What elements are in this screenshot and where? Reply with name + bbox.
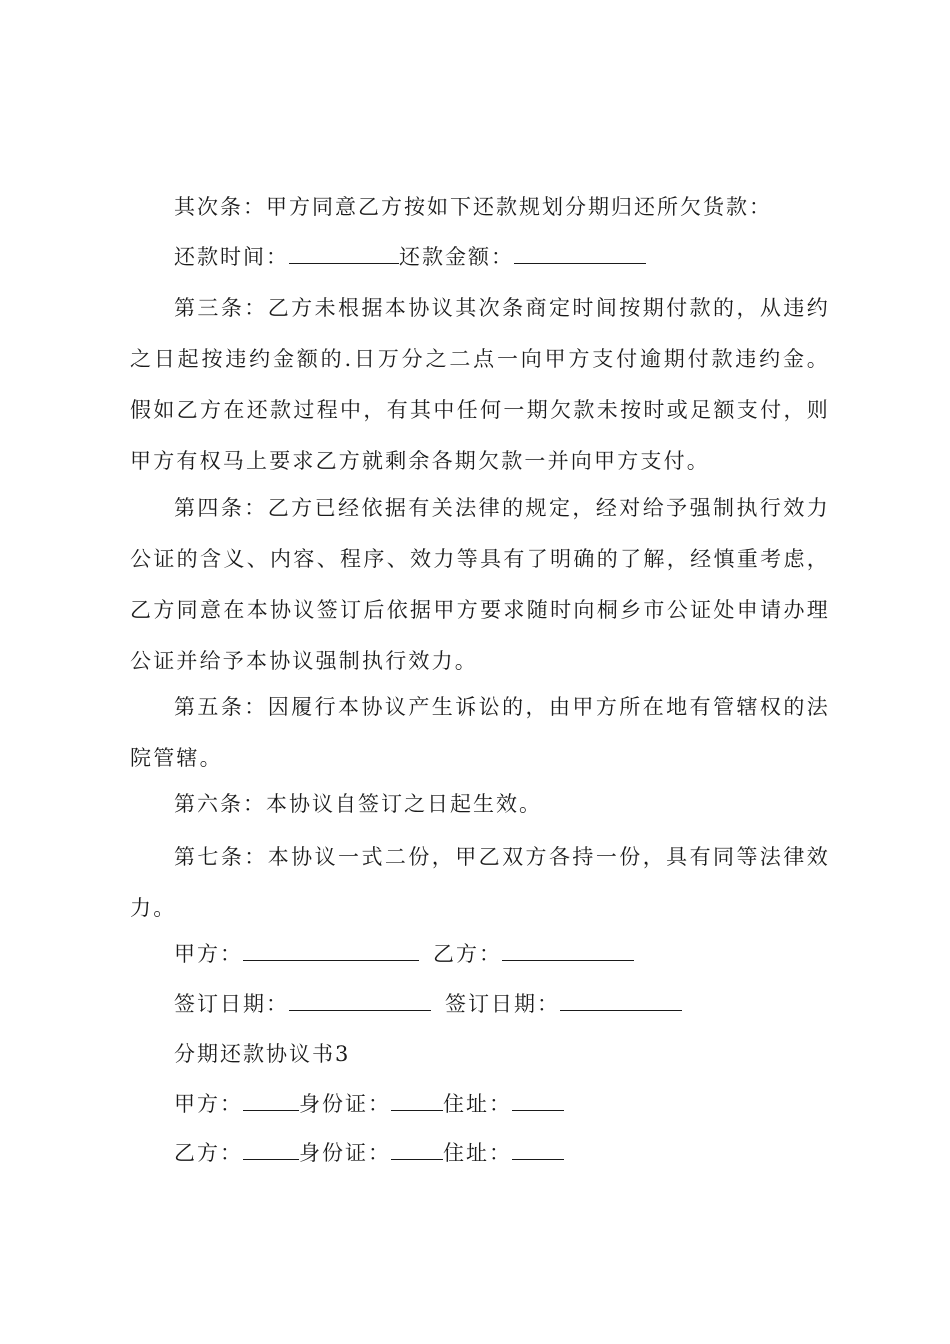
party-b-date-label: 签订日期： [445,992,560,1016]
party-a-signature-blank [243,942,419,961]
next-party-a-label: 甲方： [174,1092,243,1116]
next-party-b-address-blank [512,1141,564,1160]
next-party-b-label: 乙方： [174,1141,243,1165]
party-b-signature-label: 乙方： [433,942,502,966]
article-7: 第七条：本协议一式二份，甲乙双方各持一份，具有同等法律效力。 [130,845,830,920]
party-a-date-blank [289,992,431,1011]
next-party-a-address-blank [512,1092,564,1111]
repay-amount-label: 还款金额： [399,245,514,269]
article-6: 第六条：本协议自签订之日起生效。 [174,792,542,816]
party-b-signature-blank [502,942,634,961]
article-2: 其次条：甲方同意乙方按如下还款规划分期归还所欠货款： [174,195,772,219]
party-b-date-blank [560,992,682,1011]
article-4: 第四条：乙方已经依据有关法律的规定，经对给予强制执行效力公证的含义、内容、程序、效力等具有了明确的了解，经慎重考虑，乙方同意在本协议签订后依据甲方要求随时向桐乡市公证处申请办理公证并给予本协议强制执行效力。 [130,496,830,673]
next-party-a-address-label: 住址： [443,1092,512,1116]
next-party-a-line [174,1092,564,1116]
party-a-date-label: 签订日期： [174,992,289,1016]
next-party-a-id-label: 身份证： [299,1092,391,1116]
repay-amount-blank [514,245,646,264]
next-party-b-id-label: 身份证： [299,1141,391,1165]
party-a-signature-label: 甲方： [174,942,243,966]
signature-dates-line [174,992,682,1016]
next-party-a-id-blank [391,1092,443,1111]
article-5: 第五条：因履行本协议产生诉讼的，由甲方所在地有管辖权的法院管辖。 [130,695,830,770]
next-party-a-name-blank [243,1092,299,1111]
next-document-title: 分期还款协议书3 [174,1042,351,1066]
next-party-b-id-blank [391,1141,443,1160]
article-3: 第三条：乙方未根据本协议其次条商定时间按期付款的，从违约之日起按违约金额的.日万分之二点一向甲方支付逾期付款违约金。假如乙方在还款过程中，有其中任何一期欠款未按时或足额支付，则甲方有权马上要求乙方就剩余各期欠款一并向甲方支付。 [130,296,830,473]
next-party-b-address-label: 住址： [443,1141,512,1165]
signature-parties-line [174,942,634,966]
repay-time-blank [289,245,399,264]
repayment-schedule-line [174,245,646,269]
next-party-b-line [174,1141,564,1165]
repay-time-label: 还款时间： [174,245,289,269]
next-party-b-name-blank [243,1141,299,1160]
